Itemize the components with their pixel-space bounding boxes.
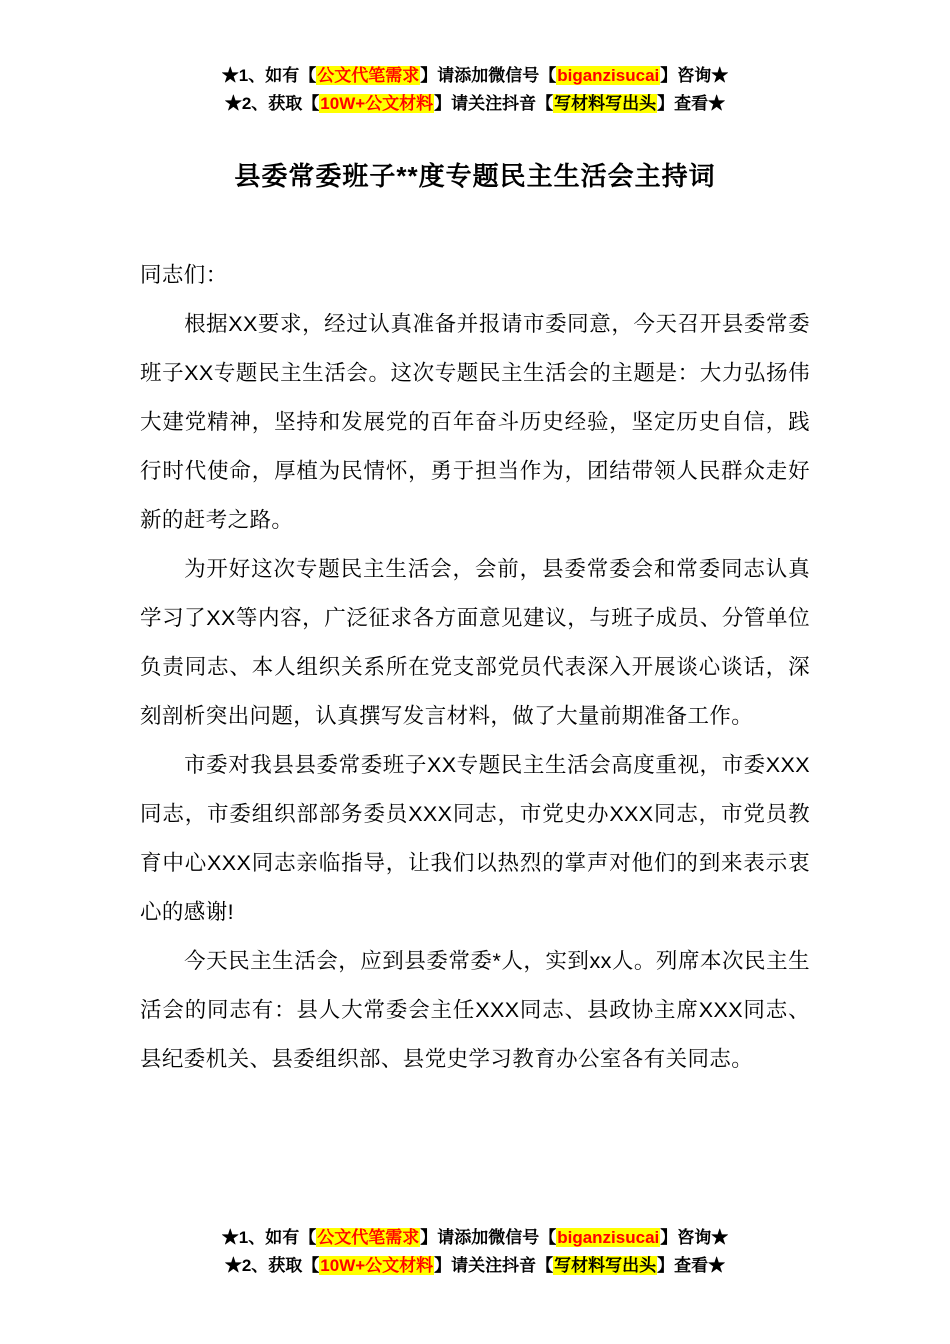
promo-highlight-wechat-id: biganzisucai [557,66,660,85]
bracket-open-4b: 【 [536,1256,554,1275]
promo-line-2 [140,90,810,118]
bracket-open-3b: 【 [539,1228,557,1247]
promo-highlight-douyin-name: 写材料写出头 [554,94,657,113]
bracket-close-2: 】 [434,94,452,113]
promo-line-4 [0,1252,950,1280]
bracket-open-2b: 【 [536,94,554,113]
star-glyph-right-4: ★ [708,1256,726,1275]
bracket-open-2: 【 [302,94,320,113]
bracket-close-1: 】 [420,66,438,85]
body-paragraph-2: 为开好这次专题民主生活会，会前，县委常委会和常委同志认真学习了XX等内容，广泛征求各方面意见建议，与班子成员、分管单位负责同志、本人组织关系所在党支部党员代表深入开展谈心谈话，深刻剖析突出问题，认真撰写发言材料，做了大量前期准备工作。 [140,557,810,728]
bracket-open-1: 【 [299,66,317,85]
star-glyph-right-1: ★ [711,66,729,85]
star-glyph-left-4: ★ [224,1256,242,1275]
bracket-close-3: 】 [420,1228,438,1247]
promo-suffix-2: 查看 [674,94,709,113]
bracket-close-3b: 】 [660,1228,678,1247]
promo-line-1 [140,62,810,90]
star-glyph-left-2: ★ [224,94,242,113]
promo-prefix-3: 1、如有 [238,1228,300,1247]
promo-highlight-wechat-id-bottom: biganzisucai [557,1228,660,1247]
promo-highlight-service-bottom: 公文代笔需求 [317,1228,420,1247]
body-paragraph-1: 根据XX要求，经过认真准备并报请市委同意，今天召开县委常委班子XX专题民主生活会。这次专题民主生活会的主题是：大力弘扬伟大建党精神，坚持和发展党的百年奋斗历史经验，坚定历史自信，践行时代使命，厚植为民情怀，勇于担当作为，团结带领人民群众走好新的赶考之路。 [140,312,810,532]
body-paragraph-3: 市委对我县县委常委班子XX专题民主生活会高度重视，市委XXX同志，市委组织部部务委员XXX同志，市党史办XXX同志，市党员教育中心XXX同志亲临指导，让我们以热烈的掌声对他们的到来表示衷心的感谢! [140,753,810,924]
star-glyph-left-1: ★ [221,66,239,85]
bracket-close-4: 】 [434,1256,452,1275]
promo-mid-4: 请关注抖音 [451,1256,537,1275]
promo-mid-2: 请关注抖音 [451,94,537,113]
document-body [140,251,810,1084]
promo-suffix-1: 咨询 [677,66,712,85]
salutation: 同志们： [140,263,228,287]
promo-banner-bottom [0,1224,950,1280]
promo-suffix-3: 咨询 [677,1228,712,1247]
body-paragraph-4: 今天民主生活会，应到县委常委*人，实到xx人。列席本次民主生活会的同志有：县人大常委会主任XXX同志、县政协主席XXX同志、县纪委机关、县委组织部、县党史学习教育办公室各有关同志。 [140,949,810,1071]
promo-highlight-service: 公文代笔需求 [317,66,420,85]
bracket-close-1b: 】 [660,66,678,85]
bracket-open-1b: 【 [539,66,557,85]
star-glyph-right-2: ★ [708,94,726,113]
promo-prefix-1: 1、如有 [238,66,300,85]
promo-suffix-4: 查看 [674,1256,709,1275]
promo-prefix-2: 2、获取 [241,94,303,113]
promo-highlight-douyin-name-bottom: 写材料写出头 [554,1256,657,1275]
bracket-open-4: 【 [302,1256,320,1275]
star-glyph-left-3: ★ [221,1228,239,1247]
bracket-close-2b: 】 [657,94,675,113]
promo-mid-3: 请添加微信号 [437,1228,540,1247]
promo-highlight-materials: 10W+公文材料 [320,94,434,113]
promo-line-3 [0,1224,950,1252]
promo-prefix-4: 2、获取 [241,1256,303,1275]
bracket-open-3: 【 [299,1228,317,1247]
promo-banner-top [140,0,810,118]
star-glyph-right-3: ★ [711,1228,729,1247]
page-title: 县委常委班子**度专题民主生活会主持词 [234,161,716,191]
promo-highlight-materials-bottom: 10W+公文材料 [320,1256,434,1275]
bracket-close-4b: 】 [657,1256,675,1275]
promo-mid-1: 请添加微信号 [437,66,540,85]
